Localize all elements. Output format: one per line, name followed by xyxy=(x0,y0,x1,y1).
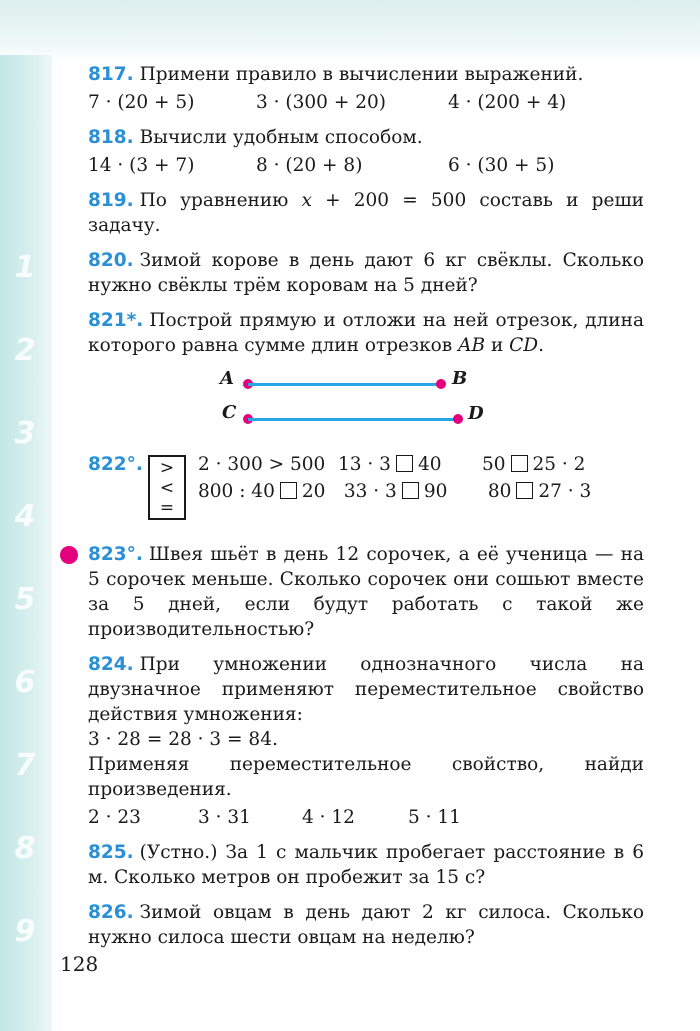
expression: 8 · (20 + 8) xyxy=(256,155,363,176)
expression: 5 · 11 xyxy=(408,807,461,828)
expression: 4 · (200 + 4) xyxy=(448,92,567,113)
task-text: Зимой овцам в день дают 2 кг силоса. Сколько нужно силоса шести овцам на неделю? xyxy=(88,902,644,948)
side-number: 3 xyxy=(14,416,36,451)
page-content xyxy=(88,62,644,960)
task-number: 822°. xyxy=(88,454,143,475)
comparison: 20 xyxy=(301,481,326,502)
comparison: 90 xyxy=(423,481,448,502)
segments-figure xyxy=(88,364,644,442)
comparison: 40 xyxy=(417,454,442,475)
task-text: При умножении однозначного числа на двузначное применяют переместительное свойство действия умножения: xyxy=(88,654,644,725)
comparison: 33 · 3 xyxy=(343,481,397,502)
sign-equal: = xyxy=(159,498,175,518)
comparison-signs-box xyxy=(148,455,186,520)
point-b-dot xyxy=(436,379,446,389)
comparison: 800 : 40 xyxy=(198,481,275,502)
task-817 xyxy=(88,62,644,115)
comparison-row-1 xyxy=(198,452,585,477)
point-label-d: D xyxy=(468,403,484,424)
task-text: + 200 = 500 составь и реши задачу. xyxy=(88,190,644,236)
expression: 3 · (300 + 20) xyxy=(256,92,386,113)
point-label-b: B xyxy=(452,368,468,389)
comparison: 80 xyxy=(487,481,512,502)
segment-cd xyxy=(248,418,458,421)
task-text: (Устно.) За 1 с мальчик пробегает расстояние в 6 м. Сколько метров он пробежит за 15 с? xyxy=(88,842,644,888)
point-label-c: C xyxy=(222,402,237,423)
expression: 2 · 23 xyxy=(88,807,141,828)
side-number: 7 xyxy=(14,748,36,783)
task-number: 819. xyxy=(88,190,134,211)
comparison: 2 · 300 > 500 xyxy=(198,454,326,475)
task-818 xyxy=(88,125,644,178)
expression: 4 · 12 xyxy=(302,807,355,828)
task-821 xyxy=(88,308,644,442)
side-number: 8 xyxy=(14,831,36,866)
side-number: 6 xyxy=(14,665,36,700)
task-826 xyxy=(88,900,644,950)
task-text: Зимой корове в день дают 6 кг свёклы. Сколько нужно свёклы трём коровам на 5 дней? xyxy=(88,250,644,296)
task-822 xyxy=(88,452,644,532)
side-number: 9 xyxy=(14,914,36,949)
task-text: Примени правило в вычислении выражений. xyxy=(139,64,584,85)
task-text: и xyxy=(485,335,510,356)
comparison-row-2 xyxy=(198,479,591,504)
point-label-a: A xyxy=(220,368,234,389)
task-text: Построй прямую и отложи на ней отрезок, длина которого равна сумме длин отрезков xyxy=(88,310,644,356)
answer-box[interactable] xyxy=(396,455,413,472)
task-number: 821*. xyxy=(88,310,144,331)
answer-box[interactable] xyxy=(280,482,297,499)
task-820 xyxy=(88,248,644,298)
side-number: 1 xyxy=(14,250,36,285)
answer-box[interactable] xyxy=(402,482,419,499)
task-819 xyxy=(88,188,644,238)
task-text: Швея шьёт в день 12 сорочек, а её ученица — на 5 сорочек меньше. Сколько сорочек они сошьют вместе за 5 дней, если будут работать с такой же производительностью? xyxy=(88,544,644,640)
expression: 3 · 31 xyxy=(198,807,251,828)
comparison: 27 · 3 xyxy=(538,481,592,502)
comparison: 13 · 3 xyxy=(338,454,391,475)
task-text: Вычисли удобным способом. xyxy=(139,127,423,148)
page-number: 128 xyxy=(60,952,99,976)
example: 3 · 28 = 28 · 3 = 84. xyxy=(88,729,278,750)
task-823 xyxy=(88,542,644,642)
sign-greater: > xyxy=(159,458,175,478)
answer-box[interactable] xyxy=(516,482,533,499)
equation-variable: x xyxy=(301,190,312,211)
segment-name: AB xyxy=(458,335,486,356)
sign-less: < xyxy=(159,478,175,498)
task-number: 825. xyxy=(88,842,134,863)
side-number: 2 xyxy=(14,333,36,368)
expression: 14 · (3 + 7) xyxy=(88,155,195,176)
side-number: 5 xyxy=(14,582,36,617)
expression: 7 · (20 + 5) xyxy=(88,92,195,113)
comparison: 25 · 2 xyxy=(532,454,586,475)
task-number: 820. xyxy=(88,250,134,271)
task-text: Применяя переместительное свойство, найди произведения. xyxy=(88,754,644,800)
task-825 xyxy=(88,840,644,890)
task-number: 818. xyxy=(88,127,134,148)
side-strip xyxy=(0,55,52,1031)
task-number: 823°. xyxy=(88,544,143,565)
expression: 6 · (30 + 5) xyxy=(448,155,555,176)
side-number: 4 xyxy=(14,499,36,534)
task-text: . xyxy=(538,335,545,356)
task-824 xyxy=(88,652,644,830)
difficulty-marker-icon xyxy=(60,546,78,564)
segment-name: CD xyxy=(509,335,539,356)
top-band xyxy=(0,0,700,62)
point-d-dot xyxy=(453,414,463,424)
task-number: 826. xyxy=(88,902,134,923)
task-number: 824. xyxy=(88,654,134,675)
task-text: По уравнению xyxy=(139,190,302,211)
segment-ab xyxy=(248,383,441,386)
task-number: 817. xyxy=(88,64,134,85)
answer-box[interactable] xyxy=(511,455,528,472)
comparison: 50 xyxy=(481,454,506,475)
